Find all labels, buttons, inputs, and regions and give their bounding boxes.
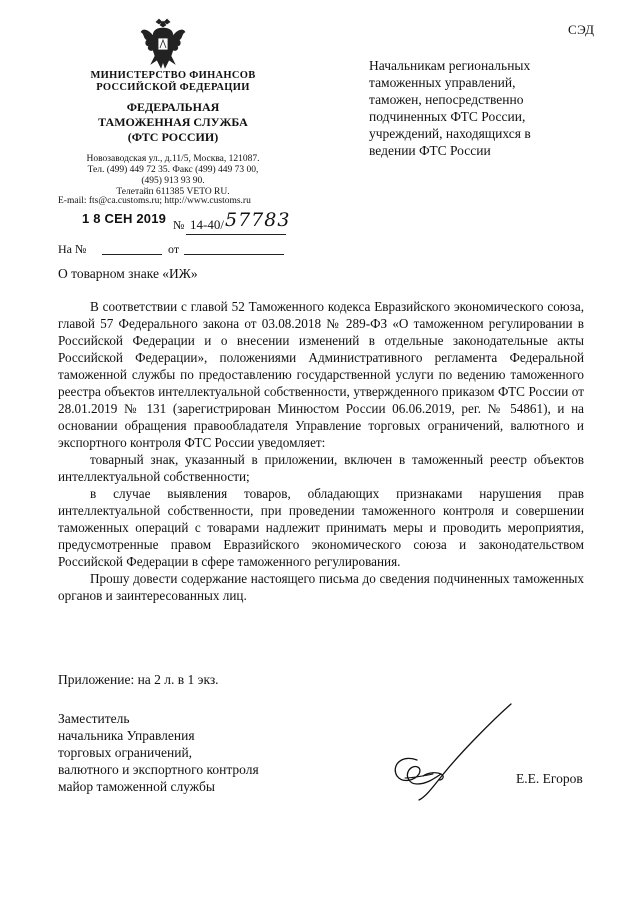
- address-line-2: Тел. (499) 449 72 35. Факс (499) 449 73 00,: [87, 165, 259, 175]
- recipient-line-2: таможенных управлений,: [369, 75, 516, 90]
- address-line-1: Новозаводская ул., д.11/5, Москва, 121087.: [86, 154, 260, 164]
- agency-line-3: (ФТС РОССИИ): [127, 130, 219, 144]
- number-underline: [186, 234, 286, 235]
- letter-subject: О товарном знаке «ИЖ»: [58, 266, 198, 281]
- ref-from-label: от: [168, 242, 180, 256]
- attachment-note: Приложение: на 2 л. в 1 экз.: [58, 672, 219, 687]
- sed-mark: СЭД: [568, 22, 595, 37]
- signatory-title-line-5: майор таможенной службы: [58, 779, 215, 794]
- agency-name: [58, 100, 288, 145]
- body-paragraph-3: в случае выявления товаров, обладающих признаками нарушения прав интеллектуальной собственности, при проведении таможенного контроля и совершении таможенных операций с товарами надлежит принимать меры и проводить мероприятия, предусмотренные правом Евразийского экономического союза и законодательством Российской Федерации в сфере таможенного регулирования.: [58, 486, 584, 569]
- email-line: E-mail: fts@ca.customs.ru; http://www.customs.ru: [58, 196, 251, 206]
- body-paragraph-1: В соответствии с главой 52 Таможенного кодекса Евразийского экономического союза, главой 57 Федерального закона от 03.08.2018 № 289-ФЗ «О таможенном регулировании в Российской Федерации и о внесении изменений в отдельные законодательные акты Российской Федерации», положениями Административного регламента Федеральной таможенной службы по предоставлению государственной услуги по ведению таможенного реестра объектов интеллектуальной собственности, утвержденного приказом ФТС России от 28.01.2019 № 131 (зарегистрирован Минюстом России 06.06.2019, рег. № 54861), и на основании обращения правообладателя Управление торговых ограничений, валютного и экспортного контроля ФТС России уведомляет:: [58, 299, 584, 450]
- handwritten-signature-icon: [383, 700, 523, 810]
- signatory-title-line-2: начальника Управления: [58, 728, 195, 743]
- ref-date-line: [184, 254, 284, 255]
- address-line-3: (495) 913 93 90.: [141, 176, 205, 186]
- ref-number-line: [102, 254, 162, 255]
- agency-header: [58, 70, 288, 145]
- number-label: №: [173, 218, 185, 232]
- recipient-block: [369, 57, 584, 159]
- ministry-line-1: МИНИСТЕРСТВО ФИНАНСОВ: [90, 70, 256, 81]
- body-paragraph-4: Прошу довести содержание настоящего письма до сведения подчиненных таможенных органов и заинтересованных лиц.: [58, 571, 584, 603]
- recipient-line-3: таможен, непосредственно: [369, 92, 524, 107]
- recipient-line-6: ведении ФТС России: [369, 143, 491, 158]
- russian-coat-of-arms-icon: [139, 18, 187, 72]
- address-line-4: Телетайп 611385 VETO RU.: [116, 187, 230, 197]
- signatory-title-line-1: Заместитель: [58, 711, 130, 726]
- ref-label: На №: [58, 242, 87, 256]
- number-handwritten: 57783: [225, 209, 291, 231]
- agency-line-2: ТАМОЖЕННАЯ СЛУЖБА: [98, 115, 248, 129]
- agency-line-1: ФЕДЕРАЛЬНАЯ: [126, 100, 220, 114]
- signatory-title: [58, 710, 259, 795]
- agency-address: [58, 154, 288, 198]
- ministry-line-2: РОССИЙСКОЙ ФЕДЕРАЦИИ: [96, 82, 250, 93]
- recipient-line-1: Начальникам региональных: [369, 58, 531, 73]
- date-stamp: 1 8 СЕН 2019: [82, 211, 167, 226]
- number-typed: 14-40/: [190, 217, 224, 232]
- recipient-line-4: подчиненных ФТС России,: [369, 109, 526, 124]
- signatory-title-line-4: валютного и экспортного контроля: [58, 762, 259, 777]
- signatory-title-line-3: торговых ограничений,: [58, 745, 193, 760]
- letter-body: [58, 298, 584, 604]
- recipient-line-5: учреждений, находящихся в: [369, 126, 531, 141]
- signatory-name: Е.Е. Егоров: [516, 771, 583, 786]
- body-paragraph-2: товарный знак, указанный в приложении, включен в таможенный реестр объектов интеллектуальной собственности;: [58, 452, 584, 484]
